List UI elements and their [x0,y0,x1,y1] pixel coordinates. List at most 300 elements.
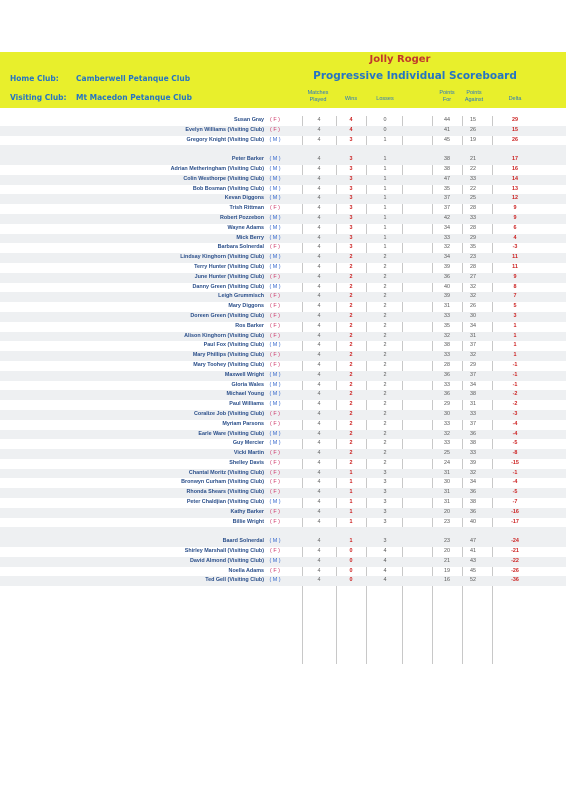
player-name: Colin Westhorpe (Visiting Club) [183,175,264,182]
player-name: Adrian Metheringham (Visiting Club) [170,165,264,172]
gender-tag: ( F ) [270,126,280,133]
matches-played-cell: 4 [317,156,321,163]
player-name: Mick Berry [236,234,264,241]
points-against-cell: 21 [470,156,476,163]
col-header-matches-line1: Matches [307,90,329,96]
wins-cell: 0 [349,577,353,584]
matches-played-cell: 4 [317,577,321,584]
matches-played-cell: 4 [317,538,321,545]
table-row [0,322,566,332]
table-row [0,283,566,293]
points-against-cell: 34 [470,479,476,486]
matches-played-cell: 4 [317,391,321,398]
matches-played-cell: 4 [317,518,321,525]
points-against-cell: 36 [470,508,476,515]
matches-played-cell: 4 [317,352,321,359]
gender-tag: ( F ) [270,303,280,310]
points-for-cell: 20 [444,508,450,515]
points-for-cell: 25 [444,450,450,457]
table-row [0,518,566,528]
points-for-cell: 31 [444,303,450,310]
matches-played-cell: 4 [317,450,321,457]
losses-cell: 2 [383,352,387,359]
wins-cell: 2 [349,381,353,388]
losses-cell: 1 [383,165,387,172]
losses-cell: 4 [383,557,387,564]
wins-cell: 3 [349,214,353,221]
points-for-cell: 41 [444,126,450,133]
losses-cell: 1 [383,214,387,221]
losses-cell: 1 [383,175,387,182]
table-row [0,155,566,165]
col-header-points-against [458,90,490,104]
matches-played-cell: 4 [317,224,321,231]
gender-tag: ( M ) [269,538,281,545]
points-for-cell: 19 [444,567,450,574]
losses-cell: 2 [383,410,387,417]
table-row [0,136,566,146]
matches-played-cell: 4 [317,332,321,339]
wins-cell: 1 [349,518,353,525]
delta-cell: 13 [512,185,518,192]
table-row [0,185,566,195]
delta-cell: -21 [511,548,519,555]
wins-cell: 0 [349,557,353,564]
losses-cell: 1 [383,185,387,192]
table-row [0,243,566,253]
table-row [0,116,566,126]
wins-cell: 2 [349,450,353,457]
points-against-cell: 19 [470,136,476,143]
wins-cell: 2 [349,322,353,329]
matches-played-cell: 4 [317,459,321,466]
losses-cell: 4 [383,548,387,555]
table-row [0,273,566,283]
wins-cell: 1 [349,499,353,506]
points-against-cell: 37 [470,342,476,349]
player-name: Ted Gell (Visiting Club) [205,577,264,584]
table-row [0,420,566,430]
delta-cell: 17 [512,156,518,163]
losses-cell: 2 [383,283,387,290]
player-name: Vicki Martin [233,450,264,457]
player-name: Gloria Wales [231,381,264,388]
wins-cell: 2 [349,410,353,417]
player-name: Rhonda Shears (Visiting Club) [186,489,264,496]
points-against-cell: 33 [470,450,476,457]
player-name: Terry Hunter (Visiting Club) [194,263,264,270]
gender-tag: ( M ) [269,401,281,408]
table-row [0,204,566,214]
delta-cell: 11 [512,263,518,270]
gender-tag: ( M ) [269,440,281,447]
player-name: Trish Rittman [229,205,264,212]
col-header-points-for-line1: Points [439,90,455,96]
matches-played-cell: 4 [317,479,321,486]
wins-cell: 3 [349,175,353,182]
points-against-cell: 32 [470,283,476,290]
losses-cell: 2 [383,293,387,300]
matches-played-cell: 4 [317,283,321,290]
losses-cell: 1 [383,156,387,163]
gender-tag: ( M ) [269,430,281,437]
wins-cell: 1 [349,489,353,496]
delta-cell: -36 [511,577,519,584]
losses-cell: 3 [383,518,387,525]
points-against-cell: 32 [470,469,476,476]
matches-played-cell: 4 [317,469,321,476]
gender-tag: ( M ) [269,254,281,261]
table-row [0,469,566,479]
gender-tag: ( M ) [269,234,281,241]
wins-cell: 3 [349,205,353,212]
wins-cell: 2 [349,430,353,437]
delta-cell: 6 [513,224,517,231]
table-row [0,478,566,488]
points-against-cell: 34 [470,322,476,329]
matches-played-cell: 4 [317,214,321,221]
scoreboard-header [0,52,566,108]
matches-played-cell: 4 [317,293,321,300]
points-against-cell: 47 [470,538,476,545]
matches-played-cell: 4 [317,499,321,506]
player-name: Chantal Moritz (Visiting Club) [188,469,264,476]
losses-cell: 3 [383,479,387,486]
player-name: Susan Gray [234,117,264,123]
matches-played-cell: 4 [317,263,321,270]
delta-cell: -1 [512,361,518,368]
points-for-cell: 30 [444,479,450,486]
wins-cell: 3 [349,244,353,251]
delta-cell: -1 [512,371,518,378]
gender-tag: ( M ) [269,165,281,172]
visiting-club-label: Visiting Club: [10,93,67,102]
scoreboard-table [0,116,566,586]
points-against-cell: 30 [470,312,476,319]
gender-tag: ( M ) [269,557,281,564]
delta-cell: 1 [513,352,517,359]
points-for-cell: 33 [444,312,450,319]
col-header-matches-line2: Played [309,97,327,103]
delta-cell: -3 [512,410,518,417]
col-header-points-against-line1: Points [466,90,482,96]
col-header-matches-played [300,90,336,104]
player-name: Coralize Job (Visiting Club) [194,410,264,417]
gender-tag: ( M ) [269,224,281,231]
player-name: Paul Fox (Visiting Club) [203,342,264,349]
wins-cell: 2 [349,342,353,349]
losses-cell: 1 [383,234,387,241]
losses-cell: 1 [383,224,387,231]
player-name: Peter Chaldjian (Visiting Club) [186,499,264,506]
delta-cell: -4 [512,479,518,486]
points-against-cell: 22 [470,185,476,192]
points-for-cell: 34 [444,224,450,231]
matches-played-cell: 4 [317,381,321,388]
losses-cell: 2 [383,430,387,437]
points-against-cell: 28 [470,224,476,231]
delta-cell: -5 [512,440,518,447]
player-name: Peter Barker [231,156,264,163]
matches-played-cell: 4 [317,234,321,241]
losses-cell: 2 [383,273,387,280]
gender-tag: ( F ) [270,489,280,496]
wins-cell: 2 [349,283,353,290]
points-for-cell: 31 [444,489,450,496]
points-against-cell: 28 [470,263,476,270]
losses-cell: 1 [383,136,387,143]
player-name: Mary Diggons [228,303,264,310]
delta-cell: 1 [513,332,517,339]
player-name: Baard Solnerdal [222,538,264,545]
points-for-cell: 39 [444,293,450,300]
gender-tag: ( F ) [270,332,280,339]
table-row [0,332,566,342]
wins-cell: 2 [349,293,353,300]
wins-cell: 2 [349,401,353,408]
table-row [0,449,566,459]
wins-cell: 2 [349,391,353,398]
matches-played-cell: 4 [317,371,321,378]
gender-tag: ( M ) [269,263,281,270]
matches-played-cell: 4 [317,567,321,574]
losses-cell: 2 [383,391,387,398]
gender-tag: ( M ) [269,381,281,388]
delta-cell: 7 [513,293,517,300]
table-row [0,498,566,508]
matches-played-cell: 4 [317,303,321,310]
losses-cell: 2 [383,342,387,349]
gender-tag: ( F ) [270,293,280,300]
player-name: Billie Wright [232,518,264,525]
matches-played-cell: 4 [317,244,321,251]
points-against-cell: 29 [470,361,476,368]
matches-played-cell: 4 [317,312,321,319]
table-row [0,165,566,175]
wins-cell: 3 [349,136,353,143]
points-against-cell: 33 [470,410,476,417]
gender-tag: ( F ) [270,518,280,525]
player-name: Kathy Barker [230,508,264,515]
gender-tag: ( F ) [270,312,280,319]
gender-tag: ( M ) [269,195,281,202]
delta-cell: 16 [512,165,518,172]
points-for-cell: 44 [444,117,450,123]
delta-cell: 12 [512,195,518,202]
points-for-cell: 21 [444,557,450,564]
gender-tag: ( M ) [269,175,281,182]
points-against-cell: 32 [470,293,476,300]
points-for-cell: 35 [444,322,450,329]
table-row [0,459,566,469]
gender-tag: ( M ) [269,391,281,398]
delta-cell: -3 [512,244,518,251]
player-name: Gregory Knight (Visiting Club) [186,136,264,143]
table-row [0,410,566,420]
table-row [0,508,566,518]
gender-tag: ( F ) [270,273,280,280]
points-for-cell: 35 [444,185,450,192]
points-for-cell: 33 [444,352,450,359]
delta-cell: 11 [512,254,518,261]
losses-cell: 2 [383,420,387,427]
delta-cell: 29 [512,117,518,123]
points-for-cell: 30 [444,410,450,417]
delta-cell: 9 [513,273,517,280]
matches-played-cell: 4 [317,410,321,417]
table-row [0,263,566,273]
table-row [0,361,566,371]
gender-tag: ( F ) [270,567,280,574]
losses-cell: 1 [383,244,387,251]
player-name: Mary Toohey (Visiting Club) [193,361,264,368]
points-for-cell: 24 [444,459,450,466]
player-name: Ros Barker [235,322,264,329]
points-for-cell: 40 [444,283,450,290]
points-against-cell: 33 [470,214,476,221]
matches-played-cell: 4 [317,205,321,212]
points-against-cell: 45 [470,567,476,574]
player-name: June Hunter (Visiting Club) [194,273,264,280]
gender-tag: ( F ) [270,548,280,555]
player-name: Doreen Green (Visiting Club) [190,312,264,319]
gender-tag: ( F ) [270,469,280,476]
points-against-cell: 37 [470,371,476,378]
table-row [0,567,566,577]
wins-cell: 2 [349,263,353,270]
table-row [0,194,566,204]
points-for-cell: 47 [444,175,450,182]
delta-cell: -4 [512,430,518,437]
player-name: Robert Pozzebon [219,214,264,221]
wins-cell: 3 [349,195,353,202]
player-name: Barbara Solnerdal [217,244,264,251]
delta-cell: -7 [512,499,518,506]
delta-cell: -15 [511,459,519,466]
losses-cell: 2 [383,401,387,408]
points-for-cell: 31 [444,469,450,476]
player-name: Maxwell Wright [224,371,264,378]
page-subtitle: Progressive Individual Scoreboard [313,70,517,82]
wins-cell: 3 [349,234,353,241]
wins-cell: 3 [349,185,353,192]
delta-cell: -24 [511,538,519,545]
player-name: Bronwyn Curham (Visiting Club) [181,479,264,486]
gender-tag: ( M ) [269,185,281,192]
gender-tag: ( M ) [269,214,281,221]
table-row [0,547,566,557]
gender-tag: ( F ) [270,410,280,417]
player-name: Michael Young [226,391,264,398]
group-separator [0,527,566,537]
losses-cell: 2 [383,322,387,329]
wins-cell: 2 [349,303,353,310]
table-row [0,214,566,224]
matches-played-cell: 4 [317,195,321,202]
player-name: Wayne Adams [227,224,264,231]
points-against-cell: 38 [470,440,476,447]
points-for-cell: 32 [444,430,450,437]
points-against-cell: 15 [470,117,476,123]
points-against-cell: 31 [470,332,476,339]
points-against-cell: 31 [470,401,476,408]
delta-cell: 14 [512,175,518,182]
player-name: Earle Ware (Visiting Club) [198,430,264,437]
points-against-cell: 27 [470,273,476,280]
losses-cell: 2 [383,312,387,319]
losses-cell: 4 [383,567,387,574]
table-row [0,351,566,361]
wins-cell: 2 [349,440,353,447]
losses-cell: 3 [383,508,387,515]
player-name: Myriam Parsons [222,420,264,427]
wins-cell: 4 [349,117,353,123]
matches-played-cell: 4 [317,342,321,349]
table-row [0,576,566,586]
wins-cell: 2 [349,273,353,280]
matches-played-cell: 4 [317,440,321,447]
points-against-cell: 32 [470,352,476,359]
delta-cell: 1 [513,342,517,349]
wins-cell: 2 [349,371,353,378]
losses-cell: 2 [383,361,387,368]
matches-played-cell: 4 [317,254,321,261]
gender-tag: ( F ) [270,508,280,515]
matches-played-cell: 4 [317,548,321,555]
losses-cell: 2 [383,371,387,378]
player-name: Leigh Grummisch [218,293,264,300]
wins-cell: 2 [349,420,353,427]
gender-tag: ( F ) [270,244,280,251]
player-name: Shelley Davis [229,459,264,466]
losses-cell: 0 [383,126,387,133]
gender-tag: ( F ) [270,459,280,466]
col-header-points-for-line2: For [442,97,452,103]
delta-cell: -1 [512,381,518,388]
losses-cell: 2 [383,440,387,447]
page-title: Jolly Roger [369,54,431,65]
points-against-cell: 23 [470,254,476,261]
delta-cell: -5 [512,489,518,496]
points-for-cell: 39 [444,263,450,270]
table-row [0,537,566,547]
points-for-cell: 38 [444,342,450,349]
gender-tag: ( M ) [269,371,281,378]
matches-played-cell: 4 [317,508,321,515]
gender-tag: ( F ) [270,361,280,368]
player-name: Guy Mercier [232,440,264,447]
table-row [0,390,566,400]
gender-tag: ( F ) [270,450,280,457]
wins-cell: 2 [349,332,353,339]
points-against-cell: 34 [470,381,476,388]
gender-tag: ( F ) [270,420,280,427]
losses-cell: 2 [383,303,387,310]
table-row [0,381,566,391]
points-for-cell: 28 [444,361,450,368]
matches-played-cell: 4 [317,126,321,133]
points-for-cell: 23 [444,518,450,525]
table-row [0,175,566,185]
matches-played-cell: 4 [317,175,321,182]
player-name: Danny Green (Visiting Club) [192,283,264,290]
points-against-cell: 26 [470,126,476,133]
player-name: Noella Adams [228,567,264,574]
wins-cell: 1 [349,479,353,486]
delta-cell: -1 [512,469,518,476]
matches-played-cell: 4 [317,185,321,192]
player-name: Kevan Diggons [224,195,264,202]
